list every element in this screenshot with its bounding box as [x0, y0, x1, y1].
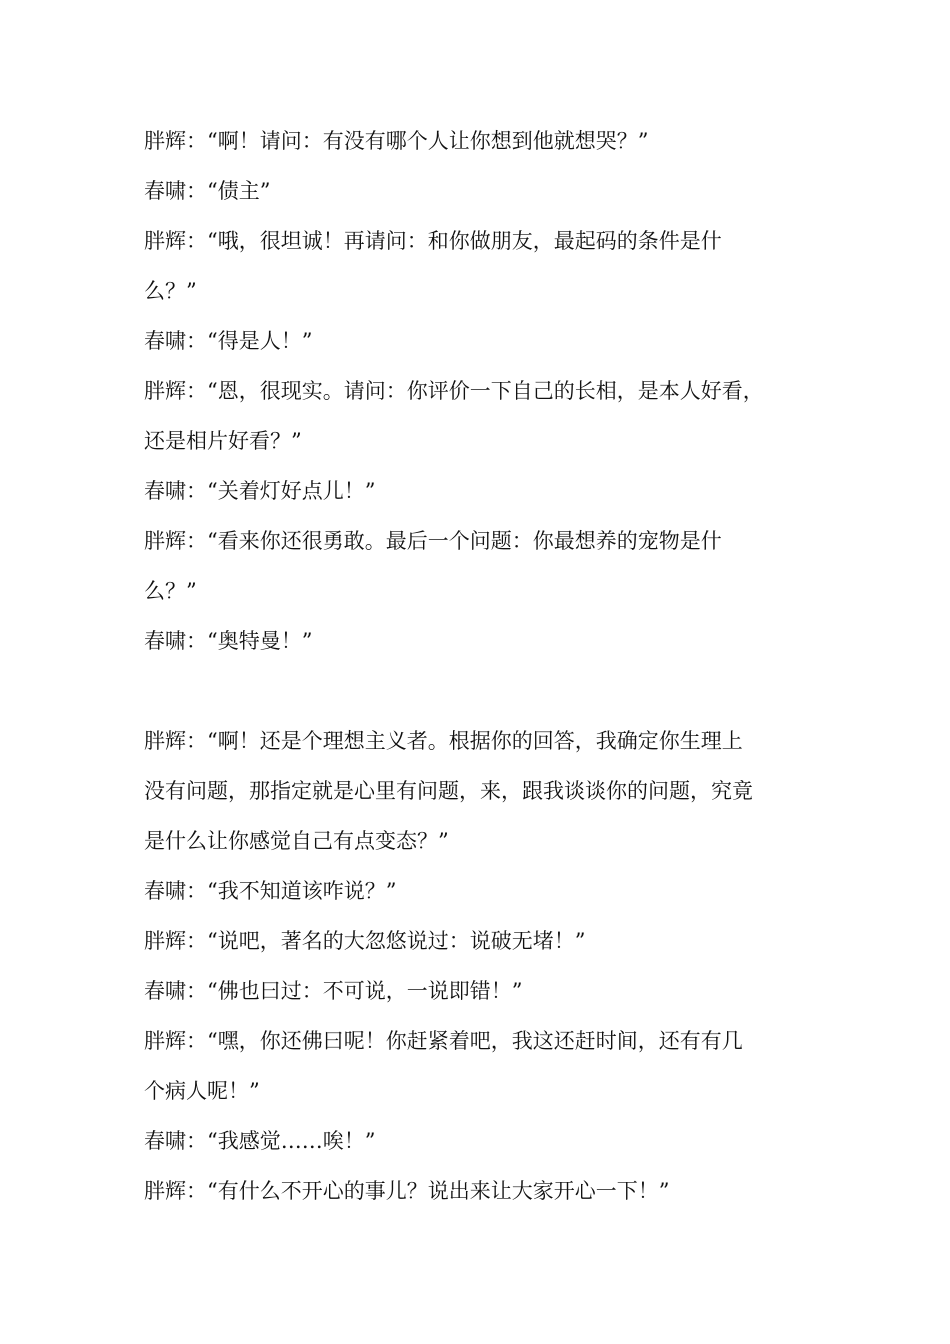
dialogue-line: 么？” [144, 579, 197, 603]
dialogue-line: 春啸：“关着灯好点儿！” [144, 479, 376, 503]
dialogue-line: 个病人呢！” [144, 1079, 260, 1103]
dialogue-line: 春啸：“佛也曰过：不可说，一说即错！” [144, 979, 523, 1003]
dialogue-line: 胖辉：“有什么不开心的事儿？说出来让大家开心一下！” [144, 1179, 670, 1203]
dialogue-line: 胖辉：“说吧，著名的大忽悠说过：说破无堵！” [144, 929, 586, 953]
dialogue-line: 胖辉：“啊！还是个理想主义者。根据你的回答，我确定你生理上 [144, 729, 743, 753]
dialogue-line: 是什么让你感觉自己有点变态？” [144, 829, 449, 853]
dialogue-line: 春啸：“债主” [144, 179, 271, 203]
dialogue-line: 胖辉：“啊！请问：有没有哪个人让你想到他就想哭？” [144, 129, 649, 153]
dialogue-line: 春啸：“得是人！” [144, 329, 313, 353]
dialogue-line: 胖辉：“哦，很坦诚！再请问：和你做朋友，最起码的条件是什 [144, 229, 722, 253]
dialogue-line: 春啸：“奥特曼！” [144, 629, 313, 653]
dialogue-line: 春啸：“我感觉……唉！” [144, 1129, 376, 1153]
dialogue-line: 没有问题，那指定就是心里有问题，来，跟我谈谈你的问题，究竟 [144, 779, 753, 803]
dialogue-line: 胖辉：“恩，很现实。请问：你评价一下自己的长相，是本人好看， [144, 379, 764, 403]
dialogue-line: 春啸：“我不知道该咋说？” [144, 879, 397, 903]
dialogue-line: 胖辉：“看来你还很勇敢。最后一个问题：你最想养的宠物是什 [144, 529, 722, 553]
dialogue-line: 还是相片好看？” [144, 429, 302, 453]
dialogue-line: 胖辉：“嘿，你还佛曰呢！你赶紧着吧，我这还赶时间，还有有几 [144, 1029, 743, 1053]
dialogue-line: 么？” [144, 279, 197, 303]
